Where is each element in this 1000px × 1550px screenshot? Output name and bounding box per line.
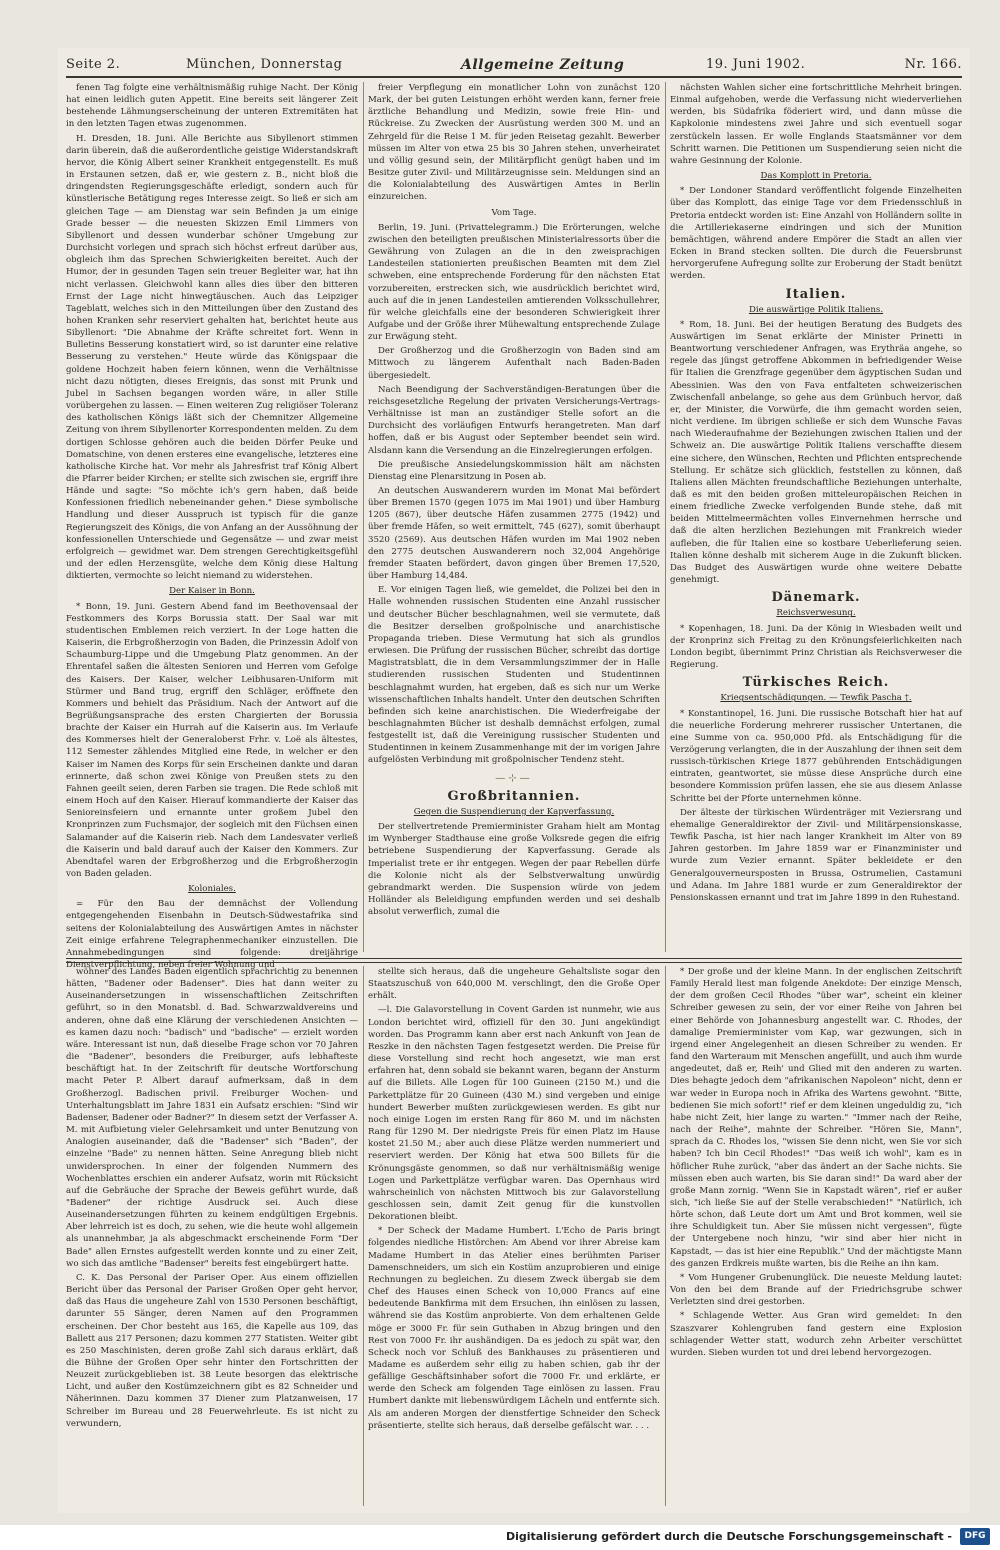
column-divider xyxy=(363,82,364,952)
article-grossherzog: Der Großherzog und die Großherzogin von Baden sind am Mittwoch zu längerem Aufenthalt nach Baden-Baden übergesiedelt. xyxy=(368,346,660,381)
article-grubenunglueck: * Vom Hungener Grubenunglück. Die neueste Meldung lautet: Von den bei dem Brande auf der Friedrichsgrube schwer Verletzten sind drei gestorben. xyxy=(670,1272,962,1308)
article-text: fenen Tag folgte eine verhältnismäßig ruhige Nacht. Der König hat einen leidlich guten Appetit. Eine bereits seit längerer Zeit bestehende Lähmungserscheinung der unteren Extremitäten hat in den letzten Tagen etwas zugenommen. xyxy=(66,83,358,130)
column-divider xyxy=(665,966,666,1506)
dfg-logo-icon: DFG xyxy=(960,1528,990,1545)
newspaper-page xyxy=(58,48,970,1513)
article-berlin: Berlin, 19. Juni. (Privattelegramm.) Die Erörterungen, welche zwischen den beteiligten preußischen Ministerialressorts über die Gewährung von Zulagen an die in den zweisprachigen Landesteilen stationierten preußischen Beamten mit dem Ziel schweben, eine entsprechende Forderung für den nächsten Etat vorzubereiten, erstrecken sich, wie ausdrücklich berichtet wird, auch auf die in jenen Landesteilen amtierenden Volksschullehrer, für welche gleichfalls eine der besonderen Schwierigkeit ihrer Aufgabe und der Größe ihrer Mühewaltung entsprechende Zulage zur Erwägung steht. xyxy=(368,222,660,343)
footer-bar xyxy=(0,1525,1000,1550)
subheading-tuerkei: Kriegsentschädigungen. — Tewfik Pascha †. xyxy=(720,693,912,704)
newspaper-title: Allgemeine Zeitung xyxy=(461,57,625,73)
article-text: nächsten Wahlen sicher eine fortschrittliche Mehrheit bringen. Einmal aufgehoben, werde die Verfassung nicht wiederverliehen werden, bis Südafrika föderiert wird, und dann müsse die Kapkolonie mindestens zwei Jahre und sich eventuell sogar zerstückeln lassen. Er wolle Englands Staatsmänner vor dem Schritt warnen. Die Petitionen um Suspendierung seien nicht die wahre Gesinnung der Kolonie. xyxy=(670,83,962,166)
article-konstantinopel: * Konstantinopel, 16. Juni. Die russische Botschaft hier hat auf die neuerliche Forderung mehrerer russischer Untertanen, die eine Summe von ca. 950,000 Pfd. als Entschädigung für die Verzögerung verlangten, die in der Auszahlung der ihnen seit dem russisch-türkischen Kriege 1877 gebührenden Entschädigungen eintraten, geantwortet, sie müsse diese Ansprüche durch eine besondere Kommission prüfen lassen, ehe sie aus diesem Anlasse Schritte bei der Pforte unternehmen könne. xyxy=(670,708,962,804)
section-heading-vom-tage: Vom Tage. xyxy=(491,207,537,218)
digitization-credit: Digitalisierung gefördert durch die Deutsche Forschungsgemeinschaft - xyxy=(505,1530,952,1543)
page-number: Seite 2. xyxy=(66,57,121,72)
section-heading-kaiser: Der Kaiser in Bonn. xyxy=(169,586,255,597)
article-auswanderer: An deutschen Auswanderern wurden im Monat Mai befördert über Bremen 1570 (gegen 1075 im Mai 1901) und über Hamburg 1205 (867), über deutsche Häfen zusammen 2775 (1942) und über fremde Häfen, so weit ermittelt, 745 (627), somit überhaupt 3520 (2569). Aus deutschen Häfen wurden im Mai 1902 neben den 2775 deutschen Auswanderern noch 32,004 Angehörige fremder Staaten befördert, davon gingen über Bremen 17,520, über Hamburg 14,484. xyxy=(368,486,660,582)
column-divider xyxy=(363,966,364,1506)
section-heading-daenemark: Dänemark. xyxy=(771,590,861,606)
masthead xyxy=(66,54,962,78)
article-bonn: * Bonn, 19. Juni. Gestern Abend fand im Beethovensaal der Festkommers des Korps Borussia statt. Der Saal war mit studentischen Emblemen reich verziert. In der Loge hatten die Kaiserin, die Erbgroßherzogin von Baden, die Prinzessin Adolf von Schaumburg-Lippe und die Umgebung Platz genommen. An der Ehrentafel saßen die ältesten Senioren und Herren vom Gefolge des Kaisers. Der Kaiser, welcher Leibhusaren-Uniform mit Stürmer und Band trug, ergriff den Schläger, eröffnete den Kommers und behielt das Präsidium. Nach der Antwort auf die Begrüßungsansprache des ersten Chargierten der Borussia brachte der Kaiser ein Hurrah auf die Kaiserin aus. Im Verlaufe des Kommerses hielt der Generaloberst Frhr. v. Loë als ältestes, 112 Semester zählendes Mitglied eine Rede, in welcher er den Kaiser im Namen des Korps für sein Erscheinen dankte und daran erinnerte, daß schon zwei Könige von Preußen stets zu den Fahnen geeilt seien, deren Farben sie tragen. Die Rede schloß mit einem Hoch auf den Kaiser. Hierauf kommandierte der Kaiser das Senioreinsfeiern und ernannte unter großem Jubel den Kronprinzen zum Fuchsmajor, der sogleich mit den Füchsen einen Salamander auf die Kaiserin rieb. Nach dem Landesvater verließ die Kaiserin und bald darauf auch der Kaiser den Kommers. Zur Abendtafel waren der Erbgroßherzog und die Erbgroßherzogin von Baden geladen. xyxy=(66,601,358,879)
article-versicherung: Nach Beendigung der Sachverständigen-Beratungen über die reichsgesetzliche Regelung der privaten Versicherungs-Vertrags-Verhältnisse ist man an zuständiger Stelle sofort an die Durchsicht des vorläufigen Entwurfs herangetreten. Man darf hoffen, daß er bis August oder September beendet sein wird. Alsdann kann die Versendung an die Einzelregierungen erfolgen. xyxy=(368,384,660,456)
article-halle: E. Vor einigen Tagen ließ, wie gemeldet, die Polizei bei den in Halle wohnenden russischen Studenten eine Anzahl russischer und deutscher Bücher beschlagnahmen, weil sie vermutete, daß die Besitzer derselben großpolnische und anarchistische Propaganda trieben. Diese Vermutung hat sich als grundlos erwiesen. Die Prüfung der russischen Bücher, schreibt das dortige Magistratsblatt, die in dem Versammlungszimmer der in Halle studierenden russischen Studenten und Studentinnen beschlagnahmt wurden, hat ergeben, daß es sich nur um Werke wissenschaftlichen Inhalts handelt. Unter den deutschen Schriften befinden sich keine anarchistischen. Die Wiederfreigabe der beschlagnahmten Bücher ist deshalb demnächst erfolgen, zumal festgestellt ist, daß die Vereinigung russischer Studenten und Studentinnen in keinem Zusammenhange mit der im vorigen Jahre aufgelösten Verbindung mit großpolnischer Tendenz steht. xyxy=(368,585,660,766)
article-rom: * Rom, 18. Juni. Bei der heutigen Beratung des Budgets des Auswärtigen im Senat erklärte der Minister Prinetti in Beantwortung verschiedener Anfragen, was Erythräa angehe, so regele das jüngst getroffene Abkommen in befriedigender Weise für Italien die Grenzfrage gegenüber dem ägyptischen Sudan und Abessinien. Was den von Fava entfalteten schweizerischen Zwischenfall anbelange, so gehe aus dem Grünbuch hervor, daß er, der Minister, die Vorwürfe, die ihm gemacht worden seien, nicht verdiene. Im übrigen schließe er sich dem Wunsche Favas nach Wiederaufnahme der Beziehungen zwischen Italien und der Schweiz an. Die auswärtige Politik Italiens verschaffte diesem eine sichere, den Wünschen, Rechten und Pflichten entsprechende Stellung. Er schätze sich glücklich, feststellen zu können, daß Italiens allen Mächten freundschaftliche Beziehungen unterhalte, daß es mit den beiden großen mitteleuropäischen Reichen in einem friedliche Zwecke verfolgenden Bunde stehe, daß mit beiden Mittelmeermächten volles Einvernehmen herrsche und daß die alten herzlichen Beziehungen mit Frankreich wieder aufleben, die für Italien eine so kostbare Ueberlieferung seien. Italien könne deshalb mit sicherem Auge in die Zukunft blicken. Das Budget des Auswärtigen wurde ohne weitere Debatte genehmigt. xyxy=(670,319,962,586)
section-heading-italien: Italien. xyxy=(785,286,847,302)
article-pariser-oper: C. K. Das Personal der Pariser Oper. Aus einem offiziellen Bericht über das Personal der Pariser Großen Oper geht hervor, daß das Haus die ungeheure Zahl von 1530 Personen beschäftigt, darunter 55 Sänger, deren Namen auf den Programmen erscheinen. Der Chor besteht aus 165, die Kapelle aus 109, das Ballett aus 217 Personen; dazu kommen 277 Statisten. Weiter gibt es 250 Maschinisten, deren große Zahl sich daraus erklärt, daß die Bühne der Großen Oper sehr hinter den Fortschritten der Neuzeit zurückgeblieben ist. 38 Leute besorgen das elektrische Licht, und außer den Kostümzeichnern gibt es 82 Schneider und Näherinnen. Dazu kommen 37 Diener zum Platzanweisen, 17 Schreiber im Bureau und 28 Feuerwehrleute. Es ist nicht zu verwundern, xyxy=(66,1272,358,1429)
subheading-italien: Die auswärtige Politik Italiens. xyxy=(748,304,884,315)
article-rhodes: * Der große und der kleine Mann. In der englischen Zeitschrift Family Herald liest man folgende Anekdote: Der einzige Mensch, der dem großen Cecil Rhodes "über war", scheint ein kleiner Schreiber gewesen zu sein, der vor einer Reihe von Jahren bei einer Behörde von Johannesburg angestellt war. C. Rhodes, der damalige Premierminister vom Kap, war gezwungen, sich in irgend einer Angelegenheit an diesen Schreiber zu wenden. Er fand den Warteraum mit Menschen angefüllt, und auch ihm wurde angedeutet, daß er, Reih' und Glied mit den anderen zu warten. Dies behagte jedoch dem "afrikanischen Napoleon" nicht, denn er war weder in Europa noch in Afrika des Wartens gewohnt. "Bitte, bedienen Sie mich sofort!" rief er dem kleinen ungeduldig zu, "ich habe nicht Zeit, hier lange zu warten." "Immer nach der Reihe, nach der Reihe", mahnte der Schreiber. "Hören Sie, Mann", sprach da C. Rhodes los, "wissen Sie denn nicht, wen Sie vor sich haben? Ich bin Cecil Rhodes!" "Das weiß ich wohl", kam es in höflicher Ruhe zurück, "aber das ändert an der Sache nichts. Sie müssen eben auch warten, bis Sie daran sind!" Da ward aber der große Mann zornig. "Wenn Sie in Kapstadt wären", rief er außer sich, "ich ließe Sie auf der Stelle verabschieden!" "Natürlich, ich hörte schon, daß Leute dort um Amt und Brot kommen, weil sie ihre Schuldigkeit tun. Aber Sie müssen nicht vergessen", fügte der Untergebene noch hinzu, "wir sind aber hier nicht in Kapstadt, — das ist hier eine Republik." Und der mächtigste Mann des ganzen Erdkreis mußte warten, bis die Reihe an ihn kam. xyxy=(670,967,962,1269)
column-1 xyxy=(66,82,358,971)
ornament-divider: —⊹— xyxy=(495,772,533,784)
bottom-column-1 xyxy=(66,966,358,1506)
article-badener: wöhner des Landes Baden eigentlich sprachrichtig zu benennen hätten, "Badener oder Badenser". Dies hat dann weiter zu Auseinandersetzungen in wissenschaftlichen Zeitschriften geführt, so in den Monatsbl. d. Bad. Schwarzwaldvereins und anderen, ohne daß eine Klärung der verschiedenen Ansichten — es kamen dazu noch: "badisch" und "badische" — erzielt worden wäre. Interessant ist nun, daß dieselbe Frage schon vor 70 Jahren die "Badener", besonders die Freiburger, aufs lebhafteste beschäftigt hat. In der Zeitschrift für deutsche Wortforschung macht Peter P. Albert darauf aufmerksam, daß in dem Großherzogl. Badischen privil. Freiburger Wochen- und Unterhaltungsblatt im Jahre 1831 ein Aufsatz erschien: "Sind wir Badenser, Badener oder Badner?" In diesem setzt der Verfasser A. M. mit Aufbietung vieler Gelehrsamkeit und unter Benutzung von Analogien auseinander, daß die "Badenser" sich "Baden", der einzelne "Bade" zu nennen hätten. Seine Anregung blieb nicht unwidersprochen. In einer der folgenden Nummern des Wochenblattes erschien ein anderer Aufsatz, worin mit Rücksicht auf die Gebräuche der Sprache der Beweis geführt wurde, daß "Badener" der richtige Ausdruck sei. Auch diese Auseinandersetzungen führten zu keinem endgültigen Ergebnis. Aber lehrreich ist es doch, zu sehen, wie die heute wohl allgemein als unannehmbar, ja als abgeschmackt erscheinende Form "Der Bade" allen Ernstes aufgestellt werden konnte und zu einer Zeit, wo sich das amtliche "Badenser" bereits fest eingebürgert hatte. xyxy=(66,967,358,1269)
article-schlagende-wetter: * Schlagende Wetter. Aus Gran wird gemeldet: In den Szaszvarer Kohlengruben fand gestern eine Explosion schlagender Wetter statt, wodurch zehn Arbeiter verschüttet wurden. Sieben wurden tot und drei lebend hervorgezogen. xyxy=(670,1311,962,1358)
place-day: München, Donnerstag xyxy=(186,57,343,72)
article-tewfik: Der älteste der türkischen Würdenträger mit Veziersrang und ehemalige Generaldirektor der Zivil- und Militärpensionskasse, Tewfik Pascha, ist hier nach langer Krankheit im Alter von 89 Jahren gestorben. Im Jahre 1859 war er Finanzminister und wurde zum Vezier ernannt. Später bekleidete er den Generalgouverneursposten in Brussa, Ostrumelien, Castamuni und Adana. Im Jahre 1881 wurde er zum Generaldirektor der Pensionskassen ernannt und trat im Jahre 1899 in den Ruhestand. xyxy=(670,807,962,903)
bottom-column-2 xyxy=(368,966,660,1506)
article-text: freier Verpflegung ein monatlicher Lohn von zunächst 120 Mark, der bei guten Leistungen erhöht werden kann, ferner freie ärztliche Behandlung und Medizin, sowie freie Hin- und Rückreise. Zu Zwecken der Ausrüstung werden 300 M. und an Zehrgeld für die Reise 1 M. für jeden Reisetag gezahlt. Bewerber müssen im Alter von etwa 25 bis 30 Jahren stehen, unverheiratet und völlig gesund sein, der Militärpflicht genügt haben und im Besitze guter Zivil- und Militärzeugnisse sein. Meldungen sind an die Kolonialabteilung des Auswärtigen Amtes in Berlin einzureichen. xyxy=(368,83,660,203)
article-text: stellte sich heraus, daß die ungeheure Gehaltsliste sogar den Staatszuschuß von 640,000 M. verschlingt, den die Große Oper erhält. xyxy=(368,967,660,1002)
feuilleton-divider xyxy=(66,958,962,963)
section-heading-grossbritannien: Großbritannien. xyxy=(447,788,581,804)
subheading-daenemark: Reichsverwesung. xyxy=(776,608,856,619)
article-covent-garden: —l. Die Galavorstellung in Covent Garden ist nunmehr, wie aus London berichtet wird, offiziell für den 30. Juni angekündigt worden. Das Programm kann aber erst nach Ankunft von Jean de Reszke in den nächsten Tagen festgesetzt werden. Die Preise für diese Vorstellung sind recht hoch angesetzt, wie man erst erfahren hat, denn sobald sie bekannt waren, begann der Ansturm auf die Billets. Alle Logen für 100 Guineen (2150 M.) und die Parkettplätze für 20 Guineen (430 M.) sind vergeben und einige hundert Bewerber mußten zurückgewiesen werden. Es gibt nur noch einige Logen im ersten Rang für 860 M. und im nächsten Rang für 1290 M. Der niedrigste Preis für einen Platz im Hause kostet 21.50 M.; aber auch diese Plätze werden nummeriert und reserviert werden. Der König hat etwa 500 Billets für die Krönungsgäste genommen, so daß nur verhältnismäßig wenige Logen und Parkettplätze verfügbar waren. Das Opernhaus wird wahrscheinlich von nächsten Mittwoch bis zur Galavorstellung geschlossen sein, damit Zeit genug für die kunstvollen Dekorationen bleibt. xyxy=(368,1005,660,1223)
column-divider xyxy=(665,82,666,952)
section-heading-koloniales: Koloniales. xyxy=(188,884,236,895)
section-heading-tuerkei: Türkisches Reich. xyxy=(742,675,890,691)
article-koloniales: = Für den Bau der demnächst der Vollendung entgegengehenden Eisenbahn in Deutsch-Südwestafrika sind seitens der Kolonialabteilung des Auswärtigen Amtes in nächster Zeit einige erfahrene Telegraphenmechaniker einzustellen. Die Annahmebedingungen sind folgende: dreijährige Dienstverpflichtung, neben freier Wohnung und xyxy=(66,899,358,971)
issue-number: Nr. 166. xyxy=(904,57,962,72)
column-3 xyxy=(670,82,962,952)
article-dresden: H. Dresden, 18. Juni. Alle Berichte aus Sibyllenort stimmen darin überein, daß die außerordentliche geistige Widerstandskraft hervor, die König Albert seiner Krankheit entgegenstellt. Es muß in Erstaunen setzen, daß er, wie gestern z. B., nicht bloß die dringendsten Regierungsgeschäfte erledigt, sondern auch für künstlerische Betätigung reges Interesse zeigt. So ließ er sich am gleichen Tage — am Dienstag war sein Befinden ja um einige Grade besser — die neuesten Skizzen Emil Limmers von Sibyllenort und dessen wunderbar schöner Umgebung zur Durchsicht vorlegen und sprach sich höchst erfreut darüber aus, obgleich ihm das Sprechen Schwierigkeiten bereitet. Auch der Humor, der in gesunden Tagen sein treuer Begleiter war, hat ihn nicht verlassen. Gleichwohl kann alles dies über den bitteren Ernst der Lage nicht hinwegtäuschen. Auch das Leipziger Tageblatt, welches sich in den Mitteilungen über den Zustand des hohen Kranken sehr reserviert gehalten hat, berichtet heute aus Sibyllenort: "Die Abnahme der Kräfte schreitet fort. Wenn in Bulletins Besserung konstatiert wird, so ist darunter eine relative Besserung zu verstehen." Heute würde das Königspaar die goldene Hochzeit haben feiern können, wenn die Verhältnisse nicht dazu nötigten, dieses Ereignis, das sonst mit Prunk und Jubel in Sachsen begangen worden wäre, in aller Stille vorübergehen zu lassen. — Einen weiteren Zug religiöser Toleranz des katholischen Königs läßt sich der Chemnitzer Allgemeine Zeitung von ihrem Sibyllenorter Korrespondenten melden. Zu dem dortigen Schlosse gehören auch die beiden Dörfer Peuke und Domatschine, von denen ersteres eine evangelische, letzteres eine katholische Kirche hat. Vor mehr als Jahresfrist traf König Albert die Pfarrer beider Kirchen; er stellte sich zwischen sie, ergriff ihre Hände und sagte: "So möchte ich's gern haben, daß beide Konfessionen friedlich nebeneinander gehen." Diese symbolische Handlung und dieser Ausspruch ist typisch für die ganze Regierungszeit des Königs, die von Anfang an der Aussöhnung der konfessionellen Unterschiede und Gegensätze — und zwar meist erfolgreich — gewidmet war. Dem strengen Gerechtigkeitsgefühl und der edlen Herzensgüte, welche dem König diese Haltung diktierten, vermochte so leicht niemand zu widerstehen. xyxy=(66,133,358,582)
issue-date: 19. Juni 1902. xyxy=(706,57,806,72)
section-heading-komplott: Das Komplott in Pretoria. xyxy=(760,171,872,182)
article-ansiedelung: Die preußische Ansiedelungskommission hält am nächsten Dienstag eine Plenarsitzung in Posen ab. xyxy=(368,459,660,482)
article-komplott: * Der Londoner Standard veröffentlicht folgende Einzelheiten über das Komplott, das einige Tage vor dem Friedensschluß in Pretoria entdeckt worden ist: Eine Anzahl von Holländern sollte in die Artilleriekaserne eindringen und sich der Munition bemächtigen, während andere Empörer die Stadt an allen vier Ecken in Brand stecken sollten. Die durch die Feuersbrunst hervorgerufene Aufregung sollte zur Eroberung der Stadt benützt werden. xyxy=(670,186,962,282)
subheading-kapverfassung: Gegen die Suspendierung der Kapverfassung. xyxy=(413,806,615,817)
article-kopenhagen: * Kopenhagen, 18. Juni. Da der König in Wiesbaden weilt und der Kronprinz sich Freitag zu den Krönungsfeierlichkeiten nach London begibt, übernimmt Prinz Christian als Reichsverweser die Regierung. xyxy=(670,623,962,671)
column-2 xyxy=(368,82,660,952)
bottom-column-3 xyxy=(670,966,962,1506)
article-graham: Der stellvertretende Premierminister Graham hielt am Montag im Wynberger Stadthause eine große Volksrede gegen die eifrig betriebene Suspendierung der Kapverfassung. Gerade als Imperialist trete er ihr entgegen. Wegen der paar Rebellen dürfe die Kolonie nicht als der Selbstverwaltung unwürdig gebrandmarkt werden. Die Suspension würde von jedem Holländer als Beleidigung empfunden werden und sei deshalb absolut verwerflich, zumal die xyxy=(368,822,660,918)
article-humbert: * Der Scheck der Madame Humbert. L'Echo de Paris bringt folgendes niedliche Histörchen: Am Abend vor ihrer Abreise kam Madame Humbert in das Atelier eines berühmten Pariser Damenschneiders, um sich ein Kostüm anzuprobieren und einige Rechnungen zu begleichen. Zu diesem Zweck übergab sie dem Chef des Hauses einen Scheck von 10,000 Francs auf eine bedeutende Bankfirma mit dem Ersuchen, ihn einlösen zu lassen, während sie das Kostüm anprobierte. Von dem erhaltenen Gelde möge er 3000 Fr. für sein Guthaben in Abzug bringen und den Rest von 7000 Fr. ihr aushändigen. Da es jedoch zu spät war, den Scheck noch vor Schluß des Bankhauses zu präsentieren und Madame es außerdem sehr eilig zu haben schien, gab ihr der gefällige Geschäftsinhaber sofort die 7000 Fr. und erklärte, er werde den Scheck am folgenden Tage einlösen zu lassen. Frau Humbert dankte mit liebenswürdigem Lächeln und entfernte sich. Als am anderen Morgen der dienstfertige Schneider den Scheck präsentierte, stellte sich heraus, daß derselbe gefälscht war. . . . xyxy=(368,1226,660,1431)
